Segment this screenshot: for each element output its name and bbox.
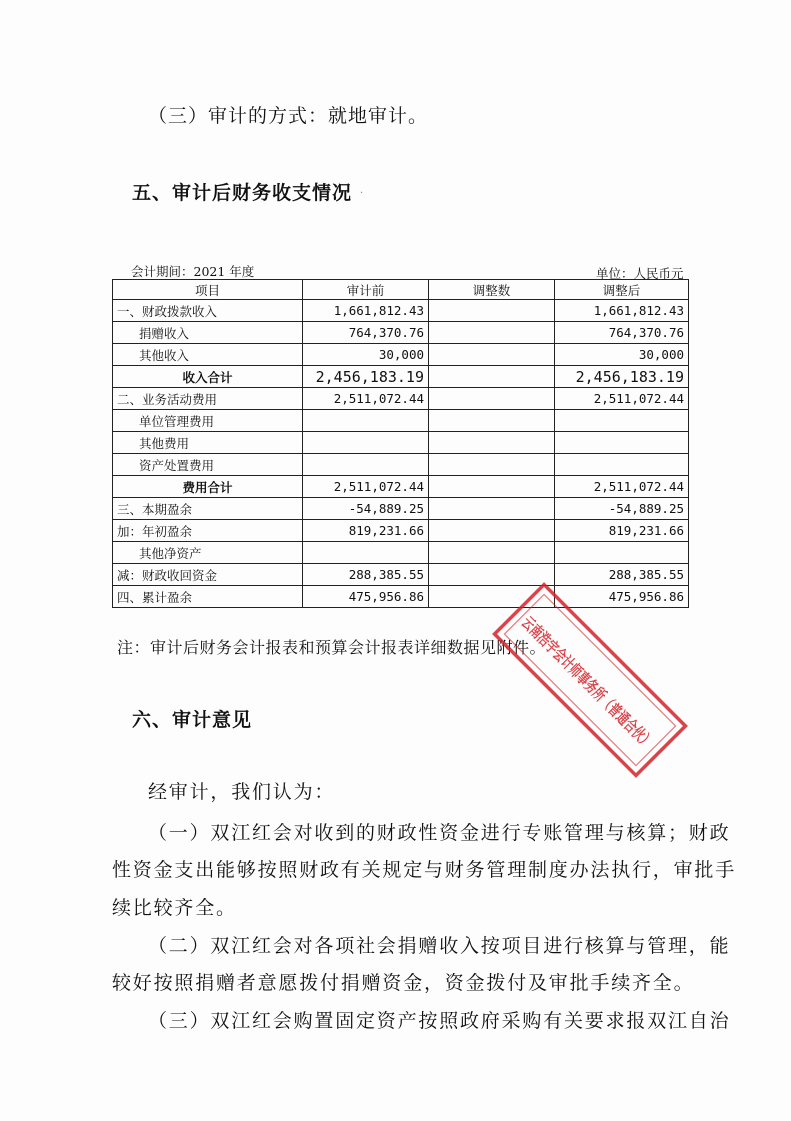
row-after: -54,889.25 <box>555 498 689 520</box>
table-row-expense-total <box>113 476 689 498</box>
row-item: 减：财政收回资金 <box>113 564 303 586</box>
section-heading-financial-status: 五、审计后财务收支情况 <box>132 182 353 204</box>
row-item: 三、本期盈余 <box>113 498 303 520</box>
row-item: 加：年初盈余 <box>113 520 303 542</box>
currency-unit: 单位：人民币元 <box>596 266 684 281</box>
row-item: 一、财政拨款收入 <box>113 300 303 322</box>
row-before <box>303 542 429 564</box>
row-after <box>555 410 689 432</box>
table-row <box>113 410 689 432</box>
row-before: -54,889.25 <box>303 498 429 520</box>
opinion-1-line-1: （一）双江红会对收到的财政性资金进行专账管理与核算；财政 <box>148 822 731 844</box>
row-after <box>555 454 689 476</box>
row-before: 2,511,072.44 <box>303 388 429 410</box>
table-row <box>113 454 689 476</box>
table-row-income-total <box>113 366 689 388</box>
row-after <box>555 432 689 454</box>
row-before: 475,956.86 <box>303 586 429 608</box>
row-adjust <box>429 498 555 520</box>
opinion-3-line-1: （三）双江红会购置固定资产按照政府采购有关要求报双江自治 <box>148 1010 731 1032</box>
row-item: 其他净资产 <box>113 542 303 564</box>
stamp-text: 云南浩宇会计师事务所（普通合伙） <box>517 612 713 808</box>
opinion-2-line-1: （二）双江红会对各项社会捐赠收入按项目进行核算与管理，能 <box>148 935 731 957</box>
row-before: 30,000 <box>303 344 429 366</box>
row-after: 475,956.86 <box>555 586 689 608</box>
row-item: 单位管理费用 <box>113 410 303 432</box>
row-item: 捐赠收入 <box>113 322 303 344</box>
row-adjust <box>429 344 555 366</box>
header-adjust: 调整数 <box>429 280 555 300</box>
row-before <box>303 454 429 476</box>
row-after: 2,456,183.19 <box>555 366 689 388</box>
row-before: 2,456,183.19 <box>303 366 429 388</box>
financial-statement-table <box>112 279 689 608</box>
row-before: 1,661,812.43 <box>303 300 429 322</box>
row-after: 2,511,072.44 <box>555 388 689 410</box>
row-item: 其他费用 <box>113 432 303 454</box>
row-after: 764,370.76 <box>555 322 689 344</box>
row-item: 其他收入 <box>113 344 303 366</box>
table-row <box>113 498 689 520</box>
audit-method-paragraph: （三）审计的方式：就地审计。 <box>148 105 429 127</box>
row-adjust <box>429 366 555 388</box>
table-row <box>113 300 689 322</box>
opinion-1-line-3: 续比较齐全。 <box>112 897 237 919</box>
table-row <box>113 564 689 586</box>
row-before: 288,385.55 <box>303 564 429 586</box>
row-item: 费用合计 <box>113 476 303 498</box>
row-adjust <box>429 476 555 498</box>
table-row <box>113 388 689 410</box>
table-header-row <box>113 280 689 300</box>
row-adjust <box>429 300 555 322</box>
row-adjust <box>429 564 555 586</box>
row-item: 二、业务活动费用 <box>113 388 303 410</box>
row-adjust <box>429 520 555 542</box>
row-before <box>303 432 429 454</box>
row-before <box>303 410 429 432</box>
table-row <box>113 520 689 542</box>
firm-seal-stamp <box>495 585 713 808</box>
header-before: 审计前 <box>303 280 429 300</box>
row-after: 1,661,812.43 <box>555 300 689 322</box>
accounting-period: 会计期间：2021 年度 <box>131 264 255 279</box>
row-before: 819,231.66 <box>303 520 429 542</box>
table-row <box>113 542 689 564</box>
row-item: 资产处置费用 <box>113 454 303 476</box>
table-row <box>113 322 689 344</box>
opinion-intro: 经审计，我们认为： <box>148 781 336 803</box>
row-after: 288,385.55 <box>555 564 689 586</box>
row-item: 收入合计 <box>113 366 303 388</box>
row-adjust <box>429 454 555 476</box>
row-after: 819,231.66 <box>555 520 689 542</box>
section-heading-audit-opinion: 六、审计意见 <box>132 709 253 731</box>
row-before: 2,511,072.44 <box>303 476 429 498</box>
row-item: 四、累计盈余 <box>113 586 303 608</box>
header-item: 项目 <box>113 280 303 300</box>
header-after: 调整后 <box>555 280 689 300</box>
row-before: 764,370.76 <box>303 322 429 344</box>
row-adjust <box>429 542 555 564</box>
opinion-2-line-2: 较好按照捐赠者意愿拨付捐赠资金，资金拨付及审批手续齐全。 <box>112 972 695 994</box>
opinion-1-line-2: 性资金支出能够按照财政有关规定与财务管理制度办法执行，审批手 <box>112 859 737 881</box>
row-adjust <box>429 410 555 432</box>
row-after: 2,511,072.44 <box>555 476 689 498</box>
scan-mark: · <box>360 188 364 199</box>
row-adjust <box>429 322 555 344</box>
row-adjust <box>429 388 555 410</box>
table-row <box>113 344 689 366</box>
row-adjust <box>429 432 555 454</box>
row-after <box>555 542 689 564</box>
row-after: 30,000 <box>555 344 689 366</box>
table-row <box>113 432 689 454</box>
table-note: 注：审计后财务会计报表和预算会计报表详细数据见附件。 <box>117 638 547 657</box>
